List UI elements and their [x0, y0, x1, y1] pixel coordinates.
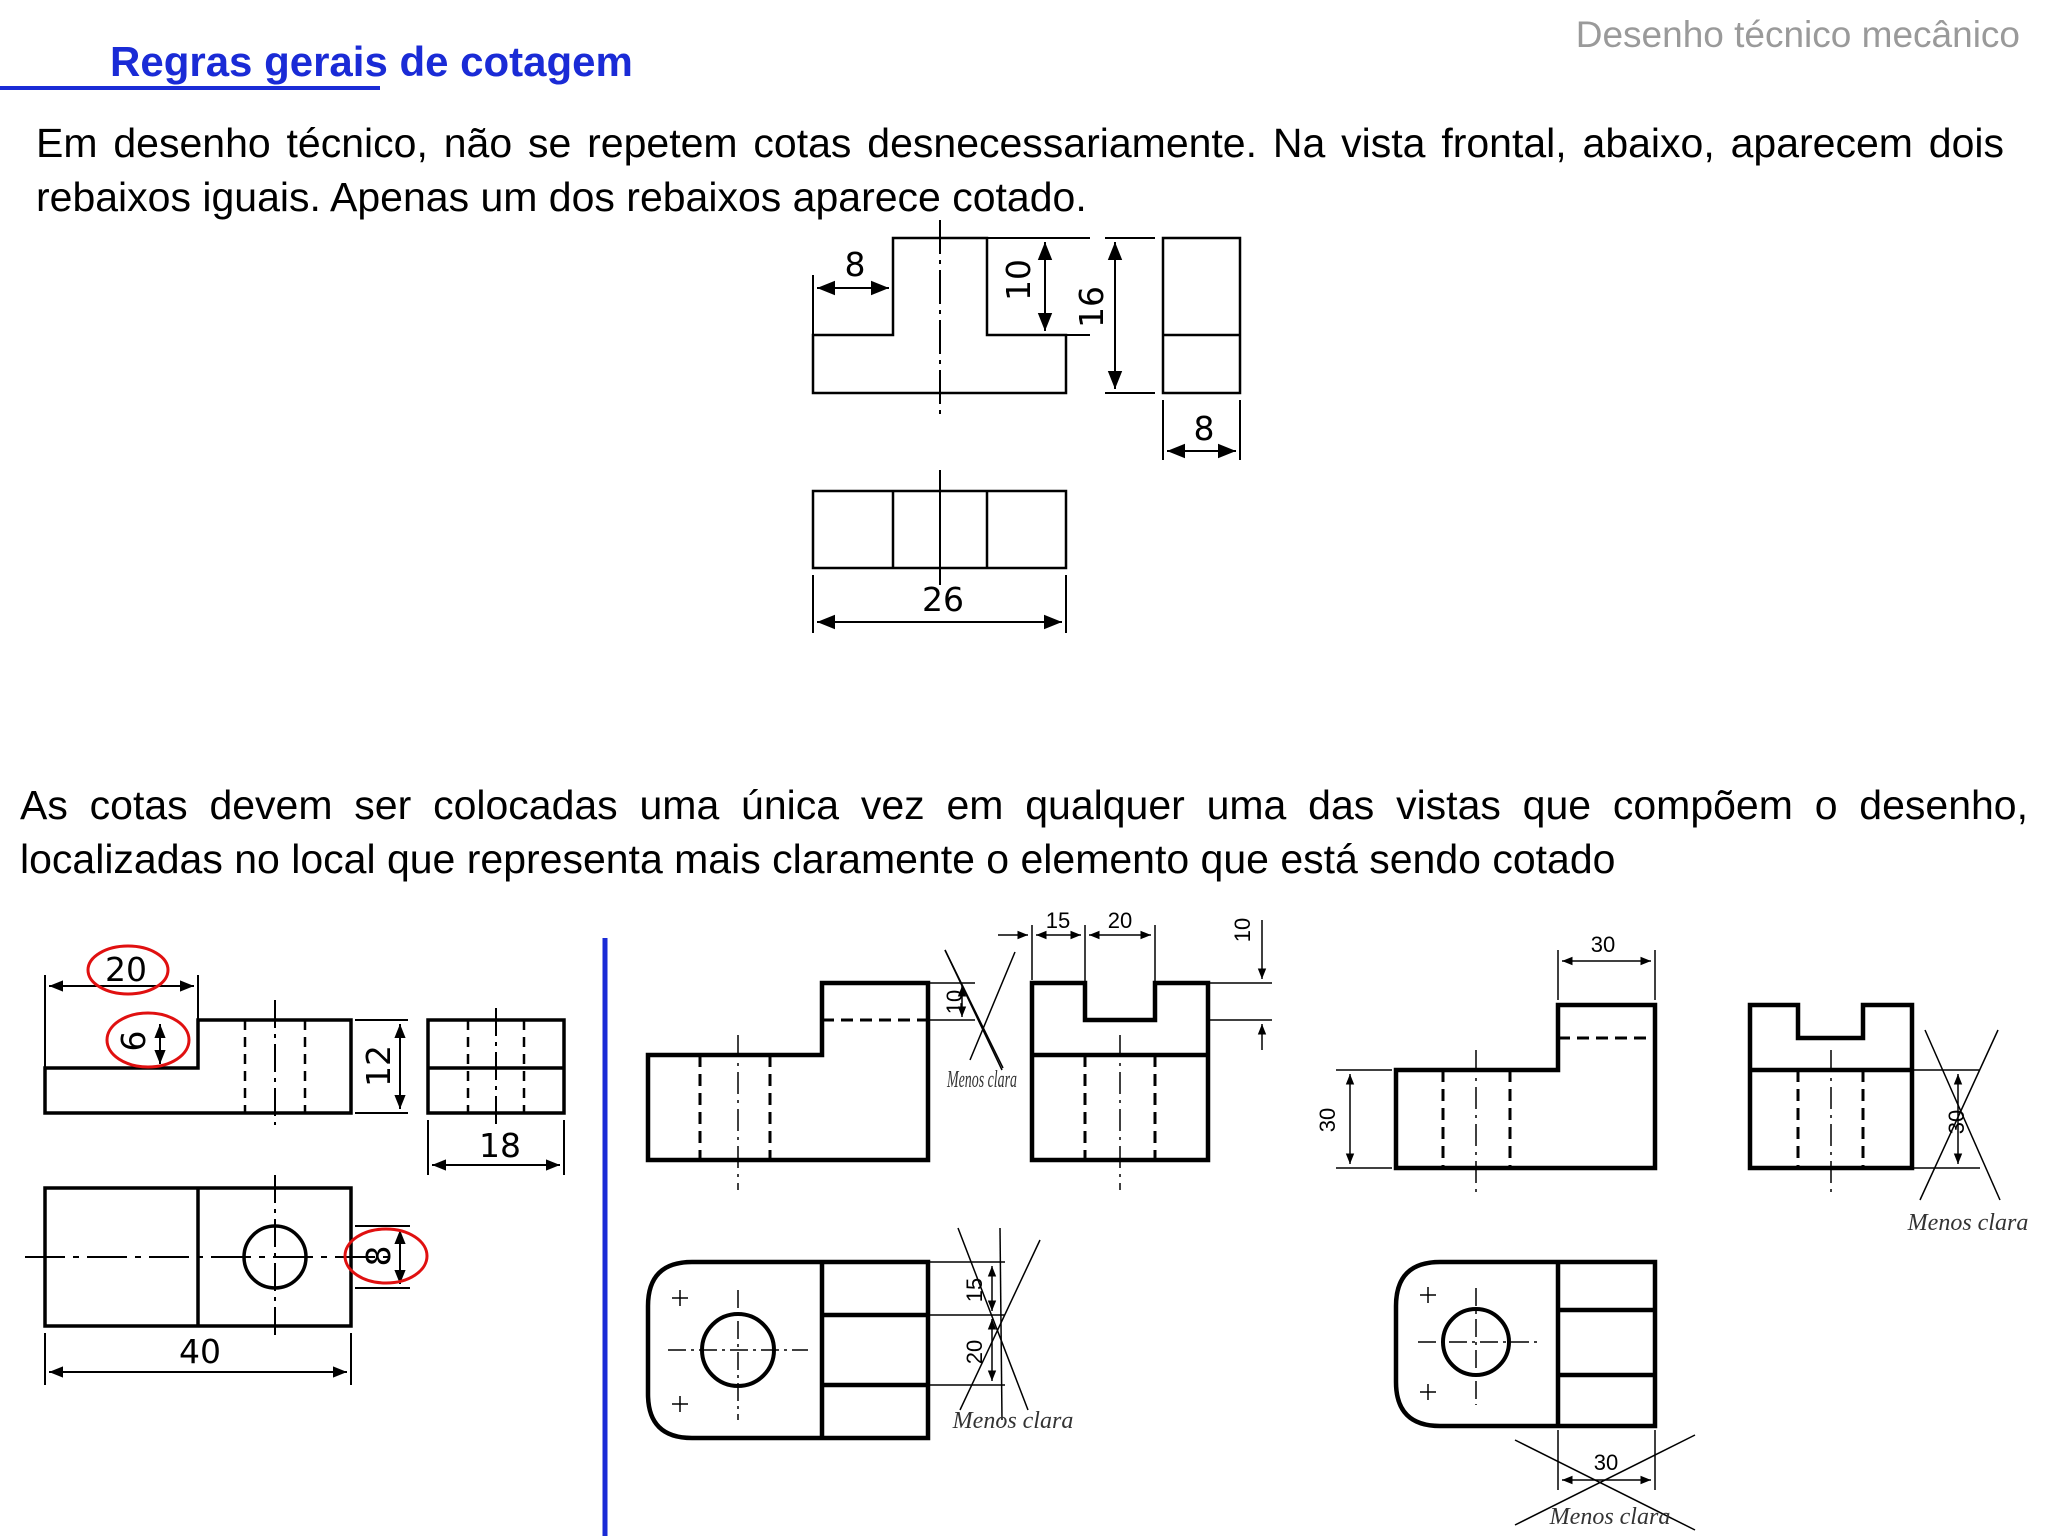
- fig3-front-view: [648, 983, 928, 1160]
- figure-1-dimension-labels: [845, 245, 1215, 619]
- fig2-dim-40: 40: [179, 1332, 221, 1371]
- fig2-dim-20: 20: [105, 950, 147, 989]
- page-title: Regras gerais de cotagem: [110, 38, 633, 85]
- fig4-dim-30-front: 30: [1315, 1107, 1340, 1133]
- figure-4-dimension-labels: [1315, 932, 2028, 1530]
- fig1-dim-8-side: 8: [1193, 409, 1215, 448]
- fig4-top-view: [1396, 1262, 1655, 1426]
- fig3-note-top: Menos clara: [952, 1408, 1074, 1434]
- fig1-side-view: [1163, 238, 1240, 393]
- fig3-dim-10-side: 10: [1230, 917, 1255, 943]
- fig4-front-view: [1396, 1005, 1655, 1168]
- paragraph-dimension-placement: As cotas devem ser colocadas uma única vez em qualquer uma das vistas que compõem o desenho, localizadas no local que representa mais claramente o elemento que está sendo cotado: [20, 782, 2028, 882]
- fig3-dim-20-bottom: 20: [962, 1339, 987, 1365]
- fig3-dim-10-front: 10: [942, 989, 967, 1015]
- fig4-dim-30-top: 30: [1590, 932, 1616, 957]
- figure-4-less-clear-placement: [1336, 950, 2000, 1530]
- fig4-note-side: Menos clara: [1907, 1210, 2029, 1236]
- fig4-note-bottom: Menos clara: [1549, 1504, 1671, 1530]
- fig2-front-view: [45, 1020, 351, 1113]
- fig2-dim-12: 12: [359, 1045, 398, 1087]
- paragraph-repeated-dimensions: Em desenho técnico, não se repetem cotas desnecessariamente. Na vista frontal, abaixo, aparecem dois rebaixos iguais. Apenas um dos rebaixos aparece cotado.: [36, 120, 2004, 220]
- fig3-dim-15-bottom: 15: [962, 1277, 987, 1303]
- fig3-dim-20: 20: [1107, 908, 1133, 933]
- fig1-dim-10: 10: [999, 259, 1038, 301]
- figure-2-dimension-labels: [105, 950, 521, 1371]
- fig1-dim-26: 26: [922, 580, 964, 619]
- fig4-dim-30-bottom: 30: [1593, 1450, 1619, 1475]
- course-subject: Desenho técnico mecânico: [1575, 14, 2020, 55]
- fig4-dim-30-side: 30: [1944, 1109, 1969, 1135]
- fig3-top-view: [648, 1262, 928, 1438]
- fig3-note-front: Menos clara: [946, 1067, 1017, 1093]
- fig1-dim-16: 16: [1072, 286, 1111, 328]
- fig1-dim-8: 8: [844, 245, 866, 284]
- fig2-dim-6: 6: [114, 1030, 153, 1052]
- fig2-dim-8: 8: [359, 1245, 398, 1267]
- fig3-dim-15: 15: [1045, 908, 1071, 933]
- fig3-side-view: [1032, 983, 1208, 1160]
- fig2-dim-18: 18: [479, 1126, 521, 1165]
